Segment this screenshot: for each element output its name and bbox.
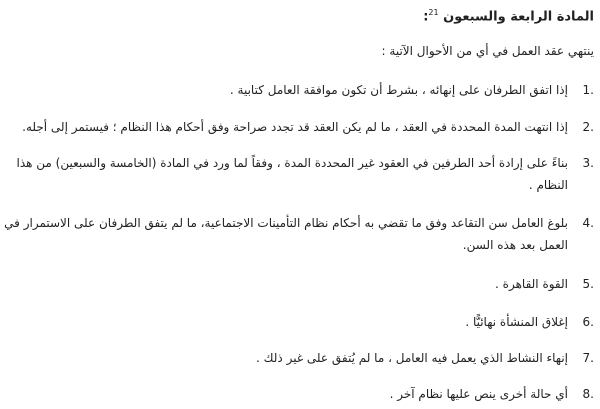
clause-text: بلوغ العامل سن التقاعد وفق ما تقضي به أحكام نظام التأمينات الاجتماعية، ما لم يتفق الطرفان على الاستمرار في العمل بعد هذه السن. <box>4 216 568 252</box>
clause-number: 3. <box>582 156 594 170</box>
clause-number: 4. <box>582 216 594 230</box>
clause-item <box>4 79 600 101</box>
clause-text: القوة القاهرة . <box>495 277 568 291</box>
clause-text: إغلاق المنشأة نهائيًّا . <box>465 315 568 329</box>
clause-text: إذا اتفق الطرفان على إنهائه ، بشرط أن تكون موافقة العامل كتابية . <box>229 83 568 97</box>
clause-text: إذا انتهت المدة المحددة في العقد ، ما لم يكن العقد قد تجدد صراحة وفق أحكام هذا النظام ؛ فيستمر إلى أجله. <box>22 120 568 134</box>
clause-item <box>4 311 600 333</box>
article-heading <box>423 4 594 26</box>
clause-number: 6. <box>582 315 594 329</box>
clause-text: أي حالة أخرى ينص عليها نظام آخر . <box>389 387 568 401</box>
clause-number: 8. <box>582 387 594 401</box>
intro-text: ينتهي عقد العمل في أي من الأحوال الآتية : <box>381 44 594 58</box>
clause-number: 5. <box>582 277 594 291</box>
clause-item <box>4 116 600 138</box>
clause-item <box>4 383 600 405</box>
clause-text: بناءً على إرادة أحد الطرفين في العقود غير المحددة المدة ، وفقاً لما ورد في المادة (الخامسة والسبعين) من هذا النظام . <box>16 156 568 192</box>
clause-number: 2. <box>582 120 594 134</box>
article-title: المادة الرابعة والسبعون <box>443 9 594 25</box>
clause-item <box>4 273 600 295</box>
heading-colon: : <box>423 9 429 25</box>
clause-item <box>4 347 600 369</box>
clause-number: 1. <box>582 83 594 97</box>
footnote-reference[interactable]: 21 <box>428 8 439 17</box>
clause-item <box>4 212 600 256</box>
clause-number: 7. <box>582 351 594 365</box>
clause-text: إنهاء النشاط الذي يعمل فيه العامل ، ما لم يُتفق على غير ذلك . <box>256 351 568 365</box>
clause-item <box>4 152 600 196</box>
